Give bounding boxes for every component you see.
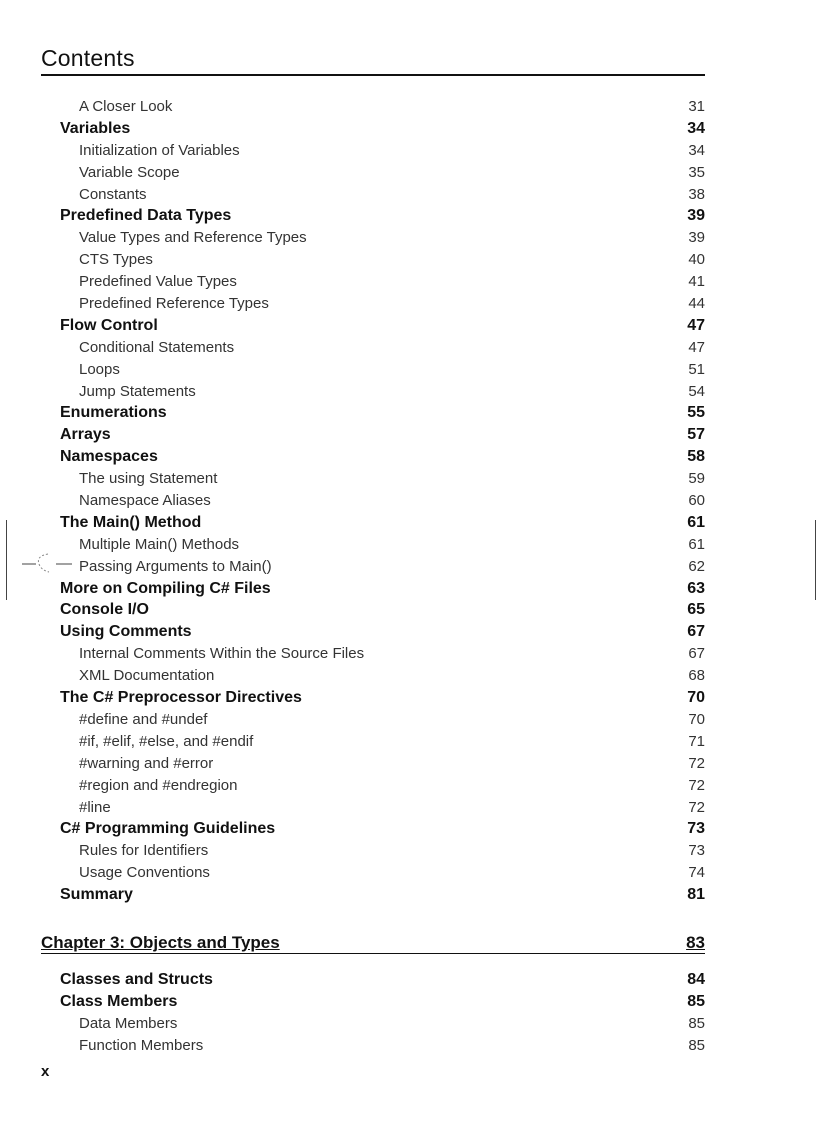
toc-subsection-entry[interactable]: [0, 862, 816, 884]
toc-entry-title: Usage Conventions: [79, 864, 210, 882]
toc-entry-title: Predefined Reference Types: [79, 295, 269, 313]
toc-subsection-entry[interactable]: [0, 468, 816, 490]
toc-entry-title: Variables: [60, 119, 131, 137]
toc-subsection-entry[interactable]: [0, 709, 816, 731]
toc-entry-title: Constants: [79, 185, 147, 203]
toc-list: [0, 96, 816, 906]
toc-entry-title: Conditional Statements: [79, 338, 235, 356]
toc-section-entry[interactable]: [0, 446, 816, 468]
toc-entry-page-number: 71: [688, 732, 705, 750]
toc-section-entry[interactable]: [0, 118, 816, 140]
chapter-heading[interactable]: [41, 931, 705, 954]
toc-section-entry[interactable]: [0, 884, 816, 906]
toc-entry-title: Function Members: [79, 1036, 204, 1054]
toc-section-entry[interactable]: [0, 424, 816, 446]
toc-entry-title: Variable Scope: [79, 163, 180, 181]
toc-subsection-entry[interactable]: [0, 140, 816, 162]
toc-entry-title: XML Documentation: [79, 667, 215, 685]
toc-entry-page-number: 38: [688, 185, 705, 203]
toc-entry-page-number: 72: [688, 754, 705, 772]
toc-entry-page-number: 73: [687, 820, 705, 838]
toc-entry-title: Predefined Data Types: [60, 207, 232, 225]
toc-subsection-entry[interactable]: [0, 96, 816, 118]
toc-entry-page-number: 60: [688, 492, 705, 510]
toc-entry-title: CTS Types: [79, 251, 153, 269]
toc-entry-page-number: 57: [687, 426, 705, 444]
toc-entry-title: Internal Comments Within the Source Files: [79, 645, 365, 663]
toc-entry-page-number: 67: [688, 645, 705, 663]
toc-section-entry[interactable]: [0, 599, 816, 621]
toc-entry-page-number: 63: [687, 579, 705, 597]
toc-section-entry[interactable]: [0, 578, 816, 600]
toc-entry-title: Flow Control: [60, 316, 158, 334]
toc-entry-page-number: 68: [688, 667, 705, 685]
toc-section-entry[interactable]: [0, 402, 816, 424]
toc-entry-page-number: 67: [687, 623, 705, 641]
toc-section-entry[interactable]: [0, 969, 816, 991]
toc-entry-title: More on Compiling C# Files: [60, 579, 271, 597]
toc-subsection-entry[interactable]: [0, 381, 816, 403]
toc-subsection-entry[interactable]: [0, 665, 816, 687]
toc-entry-page-number: 62: [688, 557, 705, 575]
toc-entry-title: Loops: [79, 360, 120, 378]
toc-entry-page-number: 41: [688, 273, 705, 291]
chapter-title: Chapter 3: Objects and Types: [41, 933, 280, 952]
toc-entry-page-number: 59: [688, 470, 705, 488]
toc-entry-page-number: 39: [688, 229, 705, 247]
toc-entry-page-number: 34: [687, 119, 705, 137]
toc-entry-page-number: 58: [687, 448, 705, 466]
toc-section-entry[interactable]: [0, 315, 816, 337]
page-folio: x: [41, 1063, 50, 1080]
left-margin-mark: [6, 520, 7, 600]
toc-subsection-entry[interactable]: [0, 797, 816, 819]
toc-section-entry[interactable]: [0, 818, 816, 840]
toc-entry-title: Value Types and Reference Types: [79, 229, 307, 247]
toc-entry-page-number: 65: [687, 601, 705, 619]
toc-entry-title: #region and #endregion: [79, 776, 238, 794]
toc-entry-title: C# Programming Guidelines: [60, 820, 276, 838]
toc-subsection-entry[interactable]: [0, 775, 816, 797]
toc-section-entry[interactable]: [0, 621, 816, 643]
toc-entry-title: Data Members: [79, 1014, 178, 1032]
toc-entry-page-number: 35: [688, 163, 705, 181]
toc-entry-page-number: 74: [688, 864, 705, 882]
toc-entry-title: Initialization of Variables: [79, 141, 240, 159]
toc-entry-page-number: 85: [688, 1014, 705, 1032]
toc-entry-title: #warning and #error: [79, 754, 214, 772]
toc-entry-page-number: 31: [688, 98, 705, 115]
toc-entry-title: Arrays: [60, 426, 111, 444]
scan-artifact-icon: [22, 552, 72, 578]
toc-entry-page-number: 47: [687, 316, 705, 334]
toc-entry-page-number: 85: [687, 992, 705, 1010]
toc-entry-page-number: 70: [688, 710, 705, 728]
toc-entry-page-number: 73: [688, 842, 705, 860]
toc-section-entry[interactable]: [0, 991, 816, 1013]
chapter-toc-list: [0, 969, 816, 1057]
toc-subsection-entry[interactable]: [0, 534, 816, 556]
toc-entry-page-number: 61: [688, 535, 705, 553]
toc-entry-page-number: 72: [688, 798, 705, 816]
toc-entry-title: Passing Arguments to Main(): [79, 557, 272, 575]
header-rule: [41, 74, 705, 76]
toc-subsection-entry[interactable]: [0, 249, 816, 271]
toc-entry-title: Class Members: [60, 992, 178, 1010]
toc-entry-title: Multiple Main() Methods: [79, 535, 240, 553]
toc-entry-title: Using Comments: [60, 623, 192, 641]
toc-entry-title: The C# Preprocessor Directives: [60, 689, 302, 707]
toc-entry-title: Jump Statements: [79, 382, 196, 400]
toc-entry-page-number: 70: [687, 689, 705, 707]
toc-entry-page-number: 54: [688, 382, 705, 400]
toc-entry-page-number: 81: [687, 886, 705, 904]
toc-entry-title: The Main() Method: [60, 513, 202, 531]
toc-subsection-entry[interactable]: [0, 227, 816, 249]
toc-subsection-entry[interactable]: [0, 184, 816, 206]
toc-entry-page-number: 51: [688, 360, 705, 378]
toc-subsection-entry[interactable]: [0, 1013, 816, 1035]
toc-section-entry[interactable]: [0, 205, 816, 227]
toc-subsection-entry[interactable]: [0, 162, 816, 184]
toc-subsection-entry[interactable]: [0, 293, 816, 315]
toc-entry-page-number: 39: [687, 207, 705, 225]
chapter-page-number: 83: [686, 933, 705, 952]
toc-entry-page-number: 85: [688, 1036, 705, 1054]
toc-entry-title: Enumerations: [60, 404, 167, 422]
toc-section-entry[interactable]: [0, 687, 816, 709]
toc-entry-title: Console I/O: [60, 601, 149, 619]
toc-subsection-entry[interactable]: [0, 337, 816, 359]
toc-subsection-entry[interactable]: [0, 731, 816, 753]
toc-entry-title: Namespace Aliases: [79, 492, 211, 510]
toc-subsection-entry[interactable]: [0, 753, 816, 775]
toc-subsection-entry[interactable]: [0, 840, 816, 862]
toc-entry-title: The using Statement: [79, 470, 218, 488]
toc-entry-page-number: 72: [688, 776, 705, 794]
toc-entry-page-number: 61: [687, 513, 705, 531]
toc-entry-page-number: 84: [687, 971, 705, 988]
toc-subsection-entry[interactable]: [0, 643, 816, 665]
toc-entry-title: Namespaces: [60, 448, 158, 466]
toc-subsection-entry[interactable]: [0, 359, 816, 381]
toc-subsection-entry[interactable]: [0, 490, 816, 512]
toc-subsection-entry[interactable]: [0, 556, 816, 578]
toc-entry-page-number: 44: [688, 295, 705, 313]
toc-entry-title: A Closer Look: [79, 98, 173, 115]
toc-entry-page-number: 55: [687, 404, 705, 422]
toc-entry-page-number: 47: [688, 338, 705, 356]
toc-entry-title: #line: [79, 798, 111, 816]
toc-entry-title: Rules for Identifiers: [79, 842, 209, 860]
page-header-title: Contents: [41, 45, 135, 71]
toc-entry-page-number: 40: [688, 251, 705, 269]
toc-entry-title: Classes and Structs: [60, 971, 213, 988]
toc-entry-title: Predefined Value Types: [79, 273, 237, 291]
toc-entry-title: #define and #undef: [79, 710, 208, 728]
toc-entry-title: #if, #elif, #else, and #endif: [79, 732, 254, 750]
toc-subsection-entry[interactable]: [0, 1035, 816, 1057]
toc-entry-page-number: 34: [688, 141, 705, 159]
toc-section-entry[interactable]: [0, 512, 816, 534]
toc-subsection-entry[interactable]: [0, 271, 816, 293]
toc-entry-title: Summary: [60, 886, 133, 904]
